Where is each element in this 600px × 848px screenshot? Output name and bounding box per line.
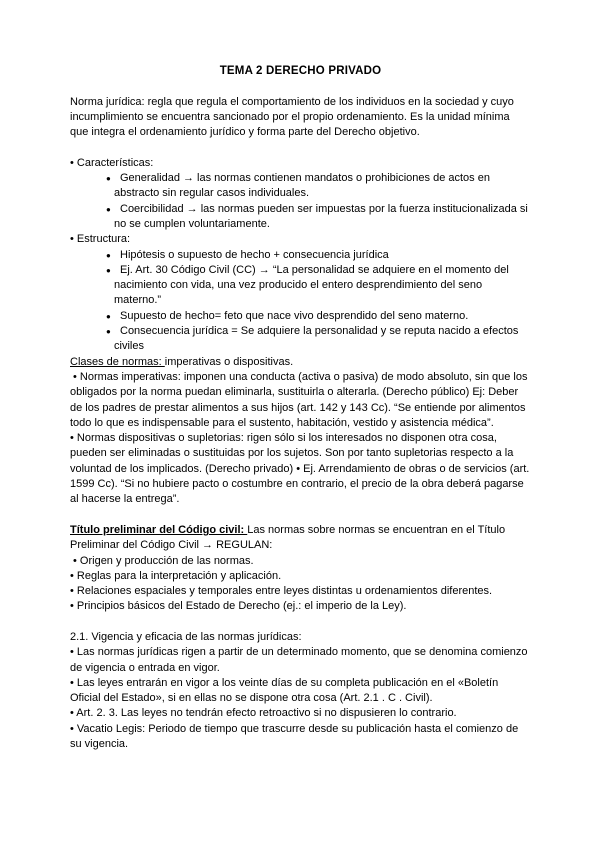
clases-de-normas-lead: Clases de normas: [70, 355, 165, 368]
bullet-icon: ● [106, 204, 111, 214]
seccion-21-header: 2.1. Vigencia y eficacia de las normas jurídicas: [70, 630, 302, 643]
caracteristicas-header: • Características: [70, 156, 154, 169]
document-title: TEMA 2 DERECHO PRIVADO [219, 65, 382, 77]
seccion-21-bullet: • Las normas jurídicas rigen a partir de un determinado momento, que se denomina comienzo de vigencia o entrada en vigor. [70, 646, 528, 674]
titulo-preliminar-line [70, 523, 531, 554]
titulo-preliminar-bullet: • Origen y producción de las normas. [73, 554, 254, 567]
titulo-preliminar-bullet: • Principios básicos del Estado de Derecho (ej.: el imperio de la Ley). [70, 600, 407, 613]
caracteristicas-item [70, 202, 531, 233]
estructura-item [70, 324, 531, 355]
seccion-21-bullet: • Art. 2. 3. Las leyes no tendrán efecto retroactivo si no dispusieren lo contrario. [70, 707, 457, 720]
estructura-item [70, 263, 531, 309]
bullet-icon: ● [106, 327, 111, 337]
estructura-item-text: Consecuencia jurídica = Se adquiere la personalidad y se reputa nacido a efectos civiles [114, 325, 519, 353]
titulo-preliminar-lead: Título preliminar del Código civil: [70, 523, 248, 536]
bullet-icon: ● [106, 265, 111, 275]
estructura-header: • Estructura: [70, 233, 131, 246]
normas-dispositivas-paragraph: • Normas dispositivas o supletorias: rigen sólo si los interesados no disponen otra cosa, pueden ser eliminadas o sustituidas por los sujetos. Son por tanto supletorias respecto a la voluntad de los implicados. (Derecho privado) • Ej. Arrendamiento de obras o de servicios (art. 1599 Cc). “Si no hubiere pacto o costumbre en contrario, el precio de la obra deberá pagarse al hacerse la entrega”. [70, 432, 530, 506]
estructura-item [70, 248, 531, 263]
caracteristicas-item [70, 171, 531, 202]
estructura-item-text: Supuesto de hecho= feto que nace vivo desprendido del seno materno. [120, 309, 469, 322]
intro-paragraph: Norma jurídica: regla que regula el comportamiento de los individuos en la sociedad y cuyo incumplimiento se encuentra sancionado por el propio ordenamiento. Es la unidad mínima que integra el ordenamiento jurídico y forma parte del Derecho objetivo. [70, 95, 514, 139]
seccion-21-bullet: • Las leyes entrarán en vigor a los veinte días de su completa publicación en el «Boletín Oficial del Estado», si en ellas no se dispone otra cosa (Art. 2.1 . C . Civil). [70, 676, 499, 705]
caracteristicas-item-text: Coercibilidad → las normas pueden ser impuestas por la fuerza institucionalizada si no se cumplen voluntariamente. [114, 202, 528, 230]
seccion-21-bullet: • Vacatio Legis: Periodo de tiempo que trascurre desde su publicación hasta el comienzo de su vigencia. [70, 722, 519, 751]
clases-de-normas-rest: imperativas o dispositivas. [164, 355, 294, 368]
estructura-item [70, 309, 531, 324]
estructura-item-text: Ej. Art. 30 Código Civil (CC) → “La personalidad se adquiere en el momento del nacimiento con vida, una vez producido el entero desprendimiento del seno materno.” [114, 263, 509, 307]
clases-de-normas-line [70, 355, 531, 370]
titulo-preliminar-bullet: • Reglas para la interpretación y aplicación. [70, 569, 282, 582]
normas-imperativas-paragraph: • Normas imperativas: imponen una conducta (activa o pasiva) de modo absoluto, sin que los obligados por la norma puedan eliminarla, sustituirla o alterarla. (Derecho público) Ej: Deber de los padres de prestar alimentos a sus hijos (art. 142 y 143 Cc). “Se entiende por alimentos todo lo que es indispensable para el sustento, habitación, vestido y asistencia médica”. [70, 370, 528, 429]
bullet-icon: ● [106, 311, 111, 321]
titulo-preliminar-rest: Las normas sobre normas se encuentran en el Título Preliminar del Código Civil → REGULAN: [70, 523, 506, 552]
bullet-icon: ● [106, 250, 111, 260]
titulo-preliminar-bullet: • Relaciones espaciales y temporales entre leyes distintas u ordenamientos diferentes. [70, 585, 493, 598]
caracteristicas-item-text: Generalidad → las normas contienen mandatos o prohibiciones de actos en abstracto sin regular casos individuales. [114, 172, 490, 200]
estructura-item-text: Hipótesis o supuesto de hecho + consecuencia jurídica [120, 248, 389, 261]
bullet-icon: ● [106, 174, 111, 184]
